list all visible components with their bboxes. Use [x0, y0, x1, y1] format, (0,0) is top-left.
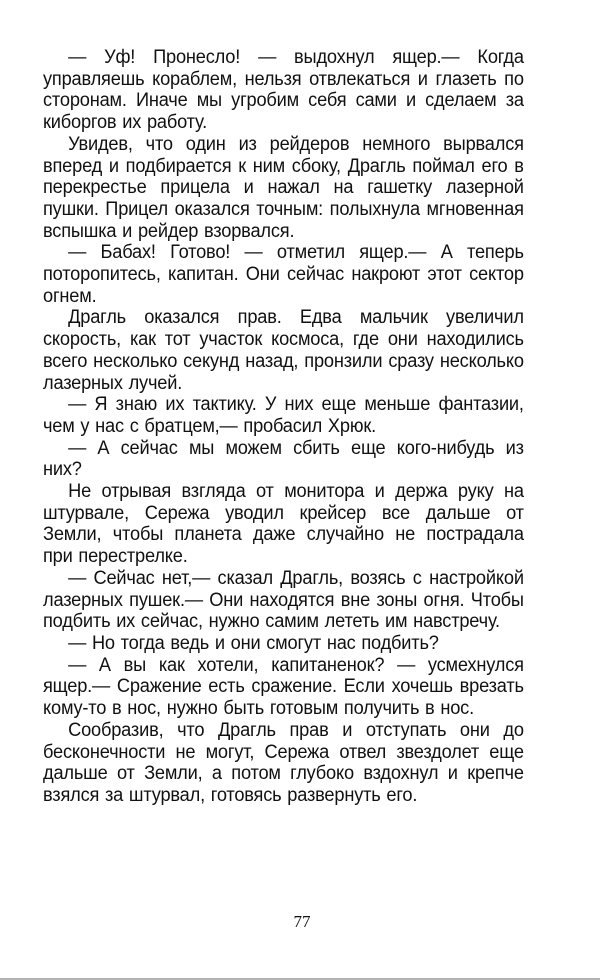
- page-number: 77: [293, 912, 311, 931]
- paragraph: Сообразив, что Драгль прав и отступать они до бесконечности не могут, Сережа отвел звездолет еще дальше от Земли, а потом глубоко вздохнул и крепче взялся за штурвал, готовясь развернуть его.: [43, 718, 524, 806]
- paragraph: — Сейчас нет,— сказал Драгль, возясь с настройкой лазерных пушек.— Они находятся вне зоны огня. Чтобы подбить их сейчас, нужно самим лететь им навстречу.: [43, 566, 524, 633]
- paragraph: — Уф! Пронесло! — выдохнул ящер.— Когда управляешь кораблем, нельзя отвлекаться и глазеть по сторонам. Иначе мы угробим себя сами и сделаем за киборгов их работу.: [43, 46, 524, 134]
- paragraph: — Бабах! Готово! — отметил ящер.— А теперь поторопитесь, капитан. Они сейчас накроют этот сектор огнем.: [43, 241, 524, 307]
- paragraph: — Но тогда ведь и они смогут нас подбить?: [68, 631, 439, 654]
- paragraph: Не отрывая взгляда от монитора и держа руку на штурвале, Сережа уводил крейсер все дальше от Земли, чтобы планета даже случайно не пострадала при перестрелке.: [43, 480, 524, 568]
- paragraph: — Я знаю их тактику. У них еще меньше фантазии, чем у нас с братцем,— пробасил Хрюк.: [43, 393, 524, 437]
- paragraph: — А сейчас мы можем сбить еще кого-нибудь из них?: [43, 436, 524, 481]
- paragraph: Драгль оказался прав. Едва мальчик увеличил скорость, как тот участок космоса, где они находились всего несколько секунд назад, пронзили сразу несколько лазерных лучей.: [43, 306, 524, 394]
- paragraph: — А вы как хотели, капитаненок? — усмехнулся ящер.— Сражение есть сражение. Если хочешь врезать кому-то в нос, нужно быть готовым получить в нос.: [43, 653, 524, 720]
- page-body: [43, 47, 524, 807]
- paragraph: Увидев, что один из рейдеров немного вырвался вперед и подбирается к ним сбоку, Драгль поймал его в перекрестье прицела и нажал на гашетку лазерной пушки. Прицел оказался точным: полыхнула мгновенная вспышка и рейдер взорвался.: [43, 132, 524, 242]
